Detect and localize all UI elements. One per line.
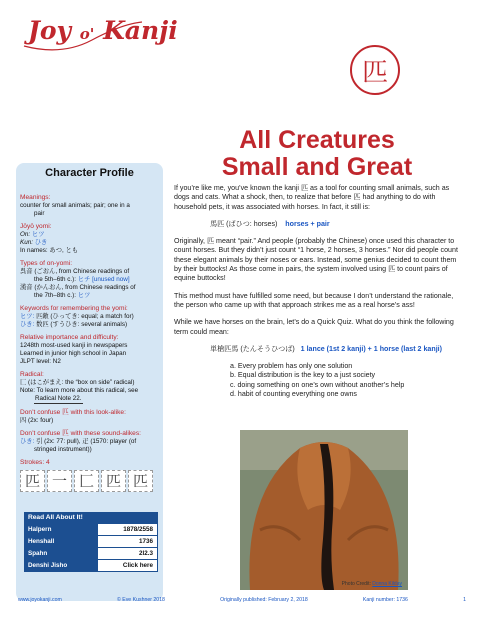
soundalike-title: Don’t confuse 匹 with these sound-alikes:	[20, 430, 141, 437]
logo-o: o'	[79, 25, 95, 43]
article-title	[172, 127, 462, 181]
keyword-reading: ひき:	[20, 321, 35, 328]
importance-line: JLPT level: N2	[20, 358, 61, 365]
joyo-title: Jōyō yomi:	[20, 223, 52, 230]
radical-section	[20, 371, 161, 404]
on-label: On:	[20, 231, 31, 238]
keyword-example: 匹敵 (ひってき: equal; a match for)	[36, 313, 134, 320]
soundalike-example: 引 (2x: 77: pull), 疋 (1570: player (of	[34, 438, 137, 445]
row-value: 1878/2558	[97, 524, 157, 536]
photo-credit-link[interactable]: Donna Kilday	[372, 581, 402, 587]
table-row	[24, 560, 158, 572]
stroke-step: 匹	[20, 470, 45, 492]
footer-published: Originally published: February 2, 2018	[220, 597, 308, 603]
table-row	[24, 548, 158, 560]
footer-site[interactable]: www.joyokanji.com	[18, 597, 62, 603]
paragraph: Originally, 匹 meant “pair.” And people (probably the Chinese) once used this character to count horses. But they didn’t just count “1 horse, 2 horses, 3 horses.” Nor did people count these elegant animals by their noses or ears. Instead, some genius decided to count them by their buttocks! As those come in pairs, the system involved using 匹 to count pairs of equine buttocks!	[174, 237, 458, 283]
kun-label: Kun:	[20, 239, 33, 246]
row-label: Denshi Jisho	[24, 560, 97, 572]
footer-copyright: © Eve Kushner 2018	[116, 597, 165, 603]
row-value: 1736	[97, 536, 157, 548]
quiz-choices	[174, 362, 464, 399]
quiz-choice: d. habit of counting everything one owns	[230, 390, 357, 399]
kanon-line: the 7th–8th c.):	[34, 292, 77, 299]
quiz-choice: b. Equal distribution is the key to a just society	[230, 371, 376, 380]
goon-line: the 5th–6th c.):	[34, 276, 77, 283]
keyword-reading: ヒツ:	[20, 313, 35, 320]
logo-kanji: Kanji	[103, 16, 178, 45]
goon-line: 呉音 (ごおん, from Chinese readings of	[20, 268, 130, 275]
quiz-breakdown: 1 lance (1st 2 kanji) + 1 horse (last 2 kanji)	[300, 344, 443, 353]
profile-content	[20, 194, 161, 497]
radical-line: 匚 (はこがまえ: the “box on side” radical)	[20, 379, 135, 386]
example-japanese: 馬匹 (ばひつ: horses)	[210, 219, 278, 228]
strokes-title: Strokes: 4	[20, 459, 50, 466]
radical-note-link[interactable]: Radical Note 22.	[35, 395, 82, 402]
table-row	[24, 524, 158, 536]
importance-line: Learned in junior high school in Japan	[20, 350, 127, 357]
quiz-choice: a. Every problem has only one solution	[230, 362, 353, 371]
paragraph: If you’re like me, you’ve known the kanji 匹 as a tool for counting small animals, such as dogs and cats. What a shock, then, to realize that before 匹 had anything to do with household pets, it was associated with horses. In fact, it still is:	[174, 184, 450, 211]
kanon-value: ヒツ	[77, 292, 91, 299]
footer-page-number: 1	[463, 597, 466, 603]
radical-line: Note: To learn more about this radical, see	[20, 387, 139, 394]
quiz-japanese: 単槍匹馬 (たんそうひつば)	[210, 344, 295, 353]
horse-illustration	[240, 430, 408, 590]
lookalike-value: 四 (2x: four)	[20, 417, 54, 424]
read-all-about-it-table	[24, 512, 158, 572]
paragraph: While we have horses on the brain, let’s do a Quick Quiz. What do you think the following term could mean:	[174, 318, 454, 336]
keywords-title: Keywords for remembering the yomi:	[20, 305, 128, 312]
title-line-2: Small and Great	[221, 153, 413, 181]
row-label: Spahn	[24, 548, 97, 560]
stroke-order	[20, 470, 161, 492]
meanings-line: counter for small animals; pair; one in a	[20, 202, 130, 209]
quiz-term	[174, 345, 464, 354]
photo-credit	[342, 581, 402, 587]
radical-title: Radical:	[20, 371, 44, 378]
example-term	[174, 220, 464, 229]
paragraph: This method must have fulfilled some need, but because I don’t understand the rationale, the person who came up with that approach strikes me as a real horse’s ass!	[174, 291, 454, 309]
joyo-section	[20, 223, 161, 255]
title-line-1: All Creatures	[239, 126, 395, 154]
example-breakdown: horses + pair	[285, 219, 330, 228]
names-reading: In names: あつ, とも	[20, 247, 79, 254]
stroke-step: 匹	[101, 470, 126, 492]
row-label: Henshall	[24, 536, 97, 548]
soundalike-section	[20, 430, 161, 454]
kanon-line: 漢音 (かんおん, from Chinese readings of	[20, 284, 136, 291]
profile-heading: Character Profile	[45, 167, 134, 179]
table-heading: Read All About It!	[24, 512, 158, 524]
page-footer	[18, 597, 466, 603]
on-reading: ヒツ	[31, 231, 45, 238]
photo-credit-label: Photo Credit:	[341, 581, 371, 587]
kanji-badge	[350, 45, 400, 95]
soundalike-example: stringed instrument))	[34, 446, 92, 453]
quiz-choice: c. doing something on one’s own without another’s help	[230, 380, 405, 389]
logo-joy: Joy	[28, 16, 72, 45]
meanings-line: pair	[34, 210, 45, 217]
horse-photo	[240, 430, 408, 590]
lookalike-title: Don’t confuse 匹 with this look-alike:	[20, 409, 126, 416]
article-body	[174, 184, 464, 407]
kun-reading: ひき	[34, 239, 48, 246]
stroke-step: 匚	[74, 470, 99, 492]
types-section	[20, 260, 161, 300]
keywords-section	[20, 305, 161, 329]
stroke-step: 一	[47, 470, 72, 492]
table-row	[24, 536, 158, 548]
row-value: 2l2.3	[97, 548, 157, 560]
kanji-character: 匹	[361, 57, 388, 88]
meanings-section	[20, 194, 161, 218]
soundalike-reading: ひき:	[20, 438, 35, 445]
importance-section	[20, 334, 161, 366]
stroke-step: 匹	[128, 470, 153, 492]
denshi-jisho-link[interactable]: Click here	[97, 560, 157, 572]
keyword-example: 数匹 (すうひき: several animals)	[36, 321, 128, 328]
lookalike-section	[20, 409, 161, 425]
goon-value: ヒチ [unused now]	[77, 276, 130, 283]
importance-line: 1248th most-used kanji in newspapers	[20, 342, 128, 349]
importance-title: Relative importance and difficulty:	[20, 334, 119, 341]
footer-kanji-number: Kanji number: 1736	[362, 597, 408, 603]
site-logo[interactable]	[28, 18, 178, 43]
meanings-title: Meanings:	[20, 194, 51, 201]
strokes-section	[20, 459, 161, 492]
types-title: Types of on-yomi:	[20, 260, 73, 267]
row-label: Halpern	[24, 524, 97, 536]
